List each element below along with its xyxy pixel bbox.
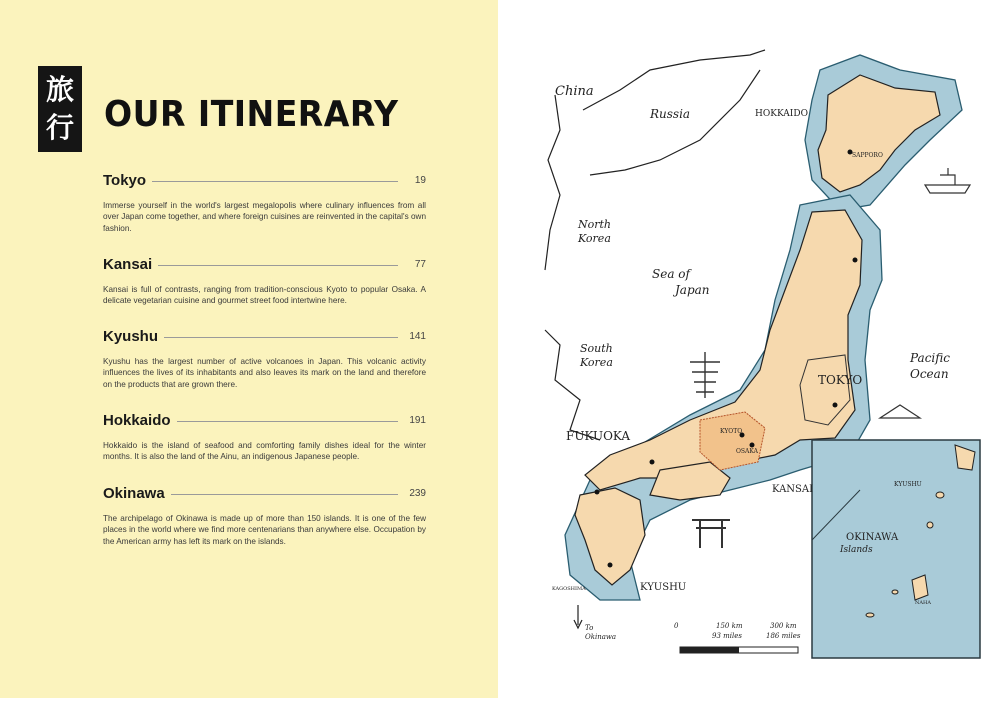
entry-page-number: 77 xyxy=(414,258,426,270)
entry-description: Hokkaido is the island of seafood and comforting family dishes ideal for the winter months. It is also the land of the Ainu, an indigenous Japanese people. xyxy=(103,441,426,462)
label-to: To xyxy=(585,624,594,632)
entry-name: Tokyo xyxy=(103,171,147,189)
entry-description: Kyushu has the largest number of active volcanoes in Japan. This volcanic activity influences the lives of its inhabitants and also leaves its mark on the land and therefore on the products that are grown there. xyxy=(103,357,426,389)
entry-heading xyxy=(103,170,426,190)
entry-page-number: 191 xyxy=(409,414,426,426)
entry-heading xyxy=(103,326,426,346)
label-sea-of: Sea of xyxy=(652,267,690,281)
label-russia: Russia xyxy=(650,107,691,121)
label-okinawa: OKINAWA xyxy=(846,532,899,543)
entry-name: Hokkaido xyxy=(103,411,171,429)
leader-rule xyxy=(171,494,398,495)
label-tokyo: TOKYO xyxy=(818,373,863,387)
label-islands: Islands xyxy=(840,545,873,555)
leader-rule xyxy=(177,421,398,422)
japan-map xyxy=(498,0,1000,698)
map-page xyxy=(498,0,1000,698)
entry-heading xyxy=(103,254,426,274)
boat-icon xyxy=(925,168,970,193)
leader-rule xyxy=(152,181,398,182)
label-ocean: Ocean xyxy=(910,367,949,381)
label-south-korea: Korea xyxy=(580,356,613,369)
torii-icon xyxy=(692,520,730,548)
label-hokkaido: HOKKAIDO xyxy=(755,109,808,119)
scale-150km: 150 km xyxy=(716,622,743,630)
label-kyushu-inset: KYUSHU xyxy=(894,481,922,488)
entry-description: Immerse yourself in the world's largest megalopolis where culinary influences from all over Japan come together, and where foreign cuisines are reinvented in the capital's own fashion. xyxy=(103,201,426,233)
label-kagoshima: KAGOSHIMA xyxy=(552,586,586,592)
kanji-character-1: 旅 xyxy=(45,73,74,106)
label-pacific: Pacific xyxy=(910,351,950,365)
pagoda-icon xyxy=(690,352,720,398)
label-kyoto: KYOTO xyxy=(720,428,743,435)
kanji-character-2: 行 xyxy=(45,111,74,144)
entry-name: Okinawa xyxy=(103,484,165,502)
label-south: South xyxy=(580,342,613,355)
label-osaka: OSAKA xyxy=(736,448,758,455)
leader-rule xyxy=(164,337,398,338)
kanji-logo xyxy=(38,66,82,152)
label-china: China xyxy=(555,84,594,99)
entry-okinawa[interactable] xyxy=(103,483,426,547)
scale-bar xyxy=(680,647,798,653)
entry-kyushu[interactable] xyxy=(103,326,426,390)
entry-name: Kansai xyxy=(103,255,153,273)
entry-page-number: 141 xyxy=(409,330,426,342)
leader-rule xyxy=(158,265,398,266)
arrow-to-okinawa xyxy=(574,605,582,628)
entry-tokyo[interactable] xyxy=(103,170,426,234)
scale-186mi: 186 miles xyxy=(766,632,801,640)
label-north-korea: Korea xyxy=(578,232,611,245)
label-fukuoka: FUKUOKA xyxy=(566,429,631,443)
entry-page-number: 19 xyxy=(414,174,426,186)
page-title: OUR ITINERARY xyxy=(104,94,399,135)
label-north: North xyxy=(578,218,612,231)
scale-zero: 0 xyxy=(674,622,679,630)
label-sapporo: SAPPORO xyxy=(852,152,883,159)
entry-heading xyxy=(103,410,426,430)
label-kyushu: KYUSHU xyxy=(640,582,687,593)
entry-description: Kansai is full of contrasts, ranging from tradition-conscious Kyoto to popular Osaka. A delicate vegetarian cuisine and gourmet street food intertwine here. xyxy=(103,285,426,306)
entry-name: Kyushu xyxy=(103,327,159,345)
mountain-icon xyxy=(880,405,920,418)
entry-kansai[interactable] xyxy=(103,254,426,307)
entry-description: The archipelago of Okinawa is made up of more than 150 islands. It is one of the few places in the world where we find more centenarians than anywhere else. Occupation by the American army has left its mark on the islands. xyxy=(103,514,426,546)
entry-heading xyxy=(103,483,426,503)
entry-page-number: 239 xyxy=(409,487,426,499)
scale-300km: 300 km xyxy=(770,622,797,630)
label-to-okinawa: Okinawa xyxy=(585,633,617,641)
label-kansai: KANSAI xyxy=(772,484,814,495)
okinawa-inset xyxy=(812,440,980,658)
entry-hokkaido[interactable] xyxy=(103,410,426,463)
label-naha: NAHA xyxy=(915,600,931,606)
scale-93mi: 93 miles xyxy=(712,632,742,640)
itinerary-page xyxy=(0,0,498,698)
label-sea-japan: Japan xyxy=(675,283,710,297)
